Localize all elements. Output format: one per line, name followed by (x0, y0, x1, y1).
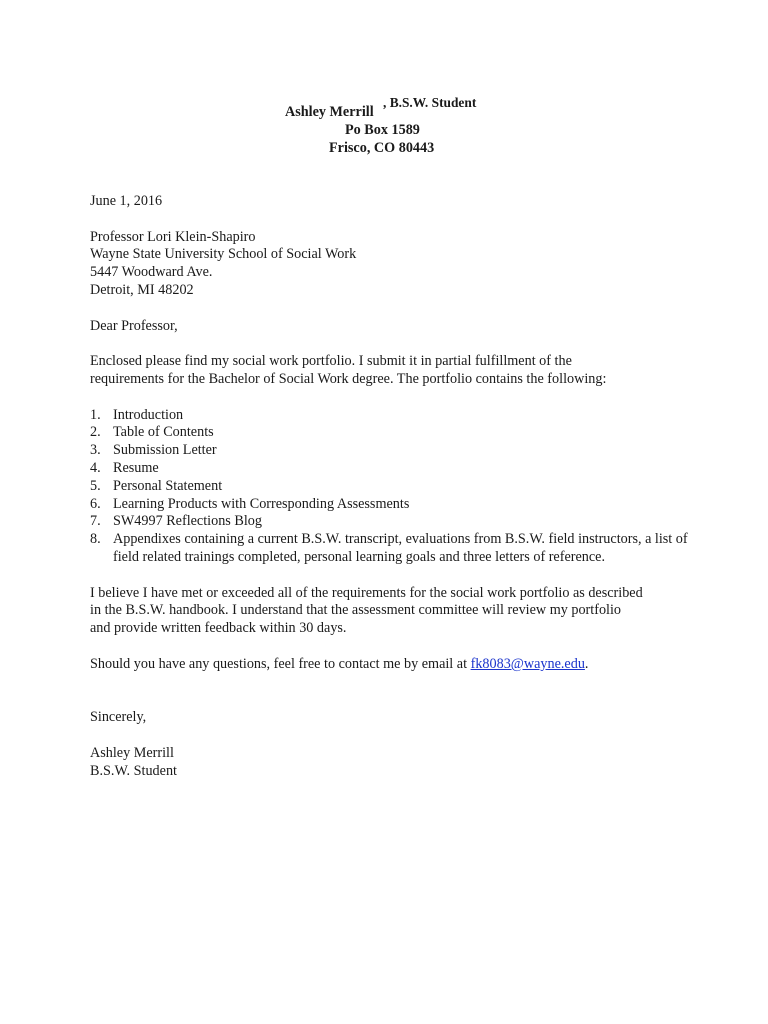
list-item (90, 496, 690, 514)
list-item-text: Learning Products with Corresponding Assessments (113, 495, 410, 512)
recipient-street: 5447 Woodward Ave. (90, 264, 213, 281)
recipient-block (90, 229, 690, 300)
email-link[interactable]: fk8083@wayne.edu (470, 655, 585, 672)
list-item (90, 531, 690, 567)
signature-title: B.S.W. Student (90, 762, 177, 779)
list-item-text: SW4997 Reflections Blog (113, 513, 262, 530)
list-item-text: Submission Letter (113, 442, 217, 459)
list-item-number: 2. (90, 424, 101, 441)
sender-city: Frisco, CO 80443 (329, 140, 435, 156)
list-item-number: 7. (90, 513, 101, 530)
list-item-number: 4. (90, 459, 101, 476)
sender-name: Ashley Merrill (285, 104, 374, 120)
list-item (90, 407, 690, 425)
list-item-text: Appendixes containing a current B.S.W. transcript, evaluations from B.S.W. field instructors, a list of field related trainings completed, personal learning goals and three letters of reference. (113, 531, 688, 565)
list-item (90, 478, 690, 496)
contact-suffix: . (584, 655, 589, 672)
intro-line: requirements for the Bachelor of Social Work degree. The portfolio contains the following: (90, 370, 607, 387)
salutation: Dear Professor, (90, 317, 178, 334)
list-item-text: Personal Statement (113, 477, 223, 494)
contact-text: Should you have any questions, feel free to contact me by email at (90, 655, 471, 672)
signoff: Sincerely, (90, 709, 147, 726)
list-item-number: 8. (90, 531, 101, 548)
closing-paragraph (90, 585, 690, 638)
list-item-text: Introduction (113, 406, 184, 423)
list-item-number: 1. (90, 406, 101, 423)
portfolio-contents-list (90, 407, 690, 567)
sender-role: , B.S.W. Student (383, 95, 477, 110)
contact-line (90, 656, 690, 674)
list-item-number: 6. (90, 495, 101, 512)
intro-paragraph (90, 353, 690, 389)
letter-date: June 1, 2016 (90, 193, 163, 209)
signature-name: Ashley Merrill (90, 744, 174, 761)
list-item-text: Resume (113, 459, 159, 476)
recipient-name: Professor Lori Klein-Shapiro (90, 228, 256, 245)
list-item-number: 3. (90, 442, 101, 459)
list-item (90, 460, 690, 478)
list-item (90, 513, 690, 531)
list-item-number: 5. (90, 477, 101, 494)
list-item (90, 442, 690, 460)
intro-line: Enclosed please find my social work portfolio. I submit it in partial fulfillment of the (90, 353, 572, 370)
letter-body (90, 193, 690, 780)
recipient-city: Detroit, MI 48202 (90, 281, 194, 298)
closing-line: and provide written feedback within 30 days. (90, 620, 347, 637)
closing-line: in the B.S.W. handbook. I understand that the assessment committee will review my portfolio (90, 602, 622, 619)
sender-po-box: Po Box 1589 (345, 122, 420, 138)
closing-line: I believe I have met or exceeded all of the requirements for the social work portfolio as described (90, 584, 643, 601)
list-item-text: Table of Contents (113, 424, 214, 441)
recipient-org: Wayne State University School of Social Work (90, 246, 357, 263)
list-item (90, 424, 690, 442)
